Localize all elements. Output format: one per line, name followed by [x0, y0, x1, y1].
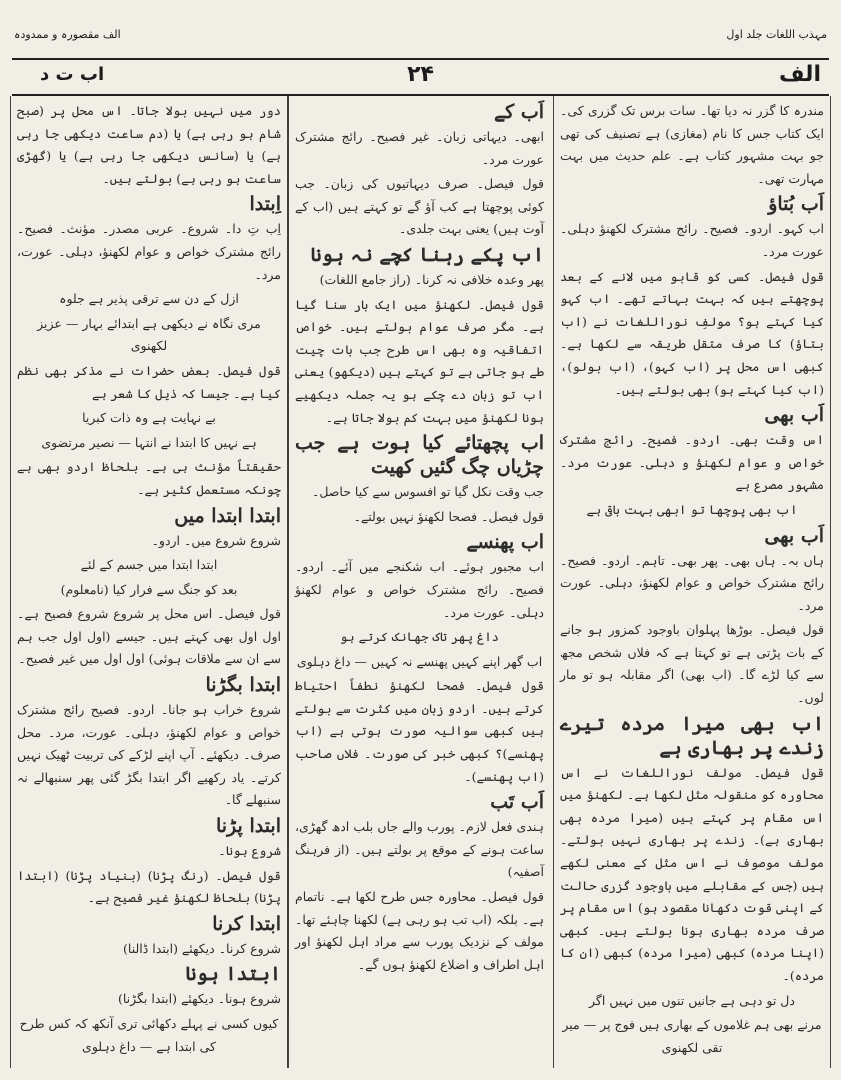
- headword: اب پکے رہنا کچے نہ ہونا: [310, 243, 544, 266]
- entry-text: قول فیصل۔ صرف دیہاتیوں کی زبان۔ جب کوئی پوچھتا ہے کب آؤ گے تو کہتے ہیں (اب کے آوت ہیں) یعنی بہت جلدی۔: [295, 176, 544, 237]
- entry-text: قول فیصل۔ لکھنؤ میں ایک بار سنا گیا ہے۔ مگر صرف عوام بولتے ہیں۔ خواص اتفاقیہ وہ بھی اس طرح جب بات چیت طے ہو جاتی ہے تو کہتے ہیں (دیکھو) یعنی اب تو زبان دے چکے ہو یہ جملہ دیکھیے ہونا لکھنؤ میں بہت کم بولا جاتا ہے۔: [295, 296, 544, 425]
- entry-text: قول فیصل۔ محاورہ جس طرح لکھا ہے۔ ناتمام ہے۔ بلکہ (اب تب ہو رہی ہے) لکھنا چاہئے تھا۔ مولف کے نزدیک پورب سے مراد اہل لکھنؤ اور اہل اطراف و اضلاع لکھنؤ ہوں گے۔: [295, 889, 544, 972]
- page-header: [12, 58, 829, 96]
- entry-text: اب کہو۔ اردو۔ فصیح۔ رائج مشترک لکھنؤ دہلی۔ عورت مرد۔: [560, 221, 824, 259]
- headword: اب بھی میرا مردہ تیرے زندے پر بھاری ہے: [560, 712, 824, 759]
- headword: ابتدا پڑنا: [215, 815, 281, 838]
- entry-text: مندرہ کا گزر نہ دیا تھا۔ سات برس تک گزری کی۔ ایک کتاب جس کا نام (مغازی) ہے تصنیف کی تھی جو بہت مشہور کتاب ہے۔ علم حدیث میں بہت مہارت تھی۔: [560, 103, 824, 186]
- column-left: [10, 96, 288, 1068]
- entry-text: شروع شروع میں۔ اردو۔: [151, 532, 281, 548]
- entry-text: اِب تِ دا۔ شروع۔ عربی مصدر۔ مؤنث۔ فصیح۔ رائج مشترک خواص و عوام لکھنؤ، دہلی۔ عورت، مرد۔: [17, 221, 281, 282]
- running-head: [14, 28, 827, 48]
- entry-text: قول فیصل۔ بوڑھا پہلوان باوجود کمزور ہو جانے کے بات پڑتی ہے تو کہتا ہے کہ فلاں شخص مجھ سے کیا لڑے گا۔ (اب بھی) اگر مقابلہ ہو تو مار لوں۔: [560, 622, 824, 706]
- book-title: مہذب اللغات جلد اول: [726, 28, 827, 41]
- entry-text: پھر وعدہ خلافی نہ کرنا۔ (راز جامع اللغات): [319, 271, 544, 287]
- page-number: ۲۴: [407, 62, 434, 87]
- entry-text: قول فیصل۔ (رنگ پڑنا) (بنیاد پڑنا) (ابتدا پڑنا) بلحاظ لکھنؤ غیر فصیح ہے۔: [17, 867, 281, 906]
- entry-text: ہاں بہ۔ ہاں بھی۔ پھر بھی۔ تاہم۔ اردو۔ فصیح۔ رائج مشترک خواص و عوام لکھنؤ، دہلی۔ عورت مرد۔: [560, 552, 824, 613]
- column-right: [553, 96, 831, 1068]
- verse-line: ابتدا ابتدا میں جسم کے لئے: [80, 557, 218, 573]
- verse-line: کیوں کسی نے پہلے دکھائی تری آنکھ کہ کس طرح کی ابتدا ہے — داغ دہلوی: [19, 1016, 279, 1054]
- entry-text: قول فیصل۔ فصحا لکھنؤ نہیں بولتے۔: [353, 508, 544, 524]
- verse-line: مری نگاہ نے دیکھی ہے ابتدائے بہار — عزیز لکھنوی: [37, 315, 261, 354]
- headword: اب پھنسے: [466, 531, 544, 554]
- letter-guide-left: اب ت د: [40, 64, 105, 85]
- headword: ابتدا ہونا: [185, 963, 281, 986]
- verse-line: دل تو دہی ہے جانیں تنوں میں نہیں اگر: [589, 992, 795, 1008]
- headword: اَب بھی: [764, 404, 824, 427]
- headword: ابتدا کرنا: [212, 912, 281, 935]
- verse-line: داغ پھر تاک جھانک کرتے ہو: [339, 629, 500, 645]
- headword: اَب تَب: [490, 791, 544, 814]
- entry-text: دور میں نہیں بولا جاتا۔ اس محل پر (صبح شام ہو رہی ہے) یا (دم ساعت دیکھی جا رہی ہے) یا (سانس دیکھی جا رہی ہے) یا (گھڑی ساعت ہو رہی ہے) بولتے ہیں۔: [17, 103, 281, 186]
- entry-text: شروع کرنا۔ دیکھئے (ابتدا ڈالنا): [123, 940, 281, 956]
- verse-line: بے نہایت ہے وہ ذات کبریا: [82, 410, 216, 426]
- entry-text: ابھی۔ دیہاتی زبان۔ غیر فصیح۔ رائج مشترک عورت مرد۔: [295, 129, 544, 167]
- entry-text: اب مجبور ہوئے۔ اب شکنجے میں آئے۔ اردو۔ فصیح۔ رائج مشترک خواص و عوام لکھنؤ دہلی۔ عورت مرد۔: [295, 559, 544, 620]
- headword: ابتدا بگڑنا: [205, 674, 281, 697]
- entry-text: شروع خراب ہو جانا۔ اردو۔ فصیح رائج مشترک خواص و عوام لکھنؤ، دہلی۔ عورت، مرد۔ محل صرف۔ دیکھئے۔ آپ اپنے لڑکے کی تربیت ٹھیک نہیں کرتے۔ یاد رکھیے اگر ابتدا بگڑ گئی پھر سنبھالے نہ سنبھلے گا۔: [17, 702, 281, 808]
- entry-text: شروع ہونا۔ دیکھئے (ابتدا بگڑنا): [117, 991, 281, 1007]
- verse-line: اب بھی پوچھا تو ابھی بہت باقی ہے: [586, 501, 798, 517]
- verse-line: ازل کے دن سے ترقی پذیر ہے جلوہ: [59, 291, 239, 307]
- verse-line: ہے نہیں کا ابتدا نے انتہا — نصیر مرتضوی: [41, 434, 257, 450]
- verse-line: بعد کو جنگ سے فرار کیا (نامعلوم): [60, 581, 238, 597]
- entry-text: ہندی فعل لازم۔ پورب والے جاں بلب ادھ گھڑی، ساعت ہونے کے موقع پر بولتے ہیں۔ (از فرہنگ آصفیہ): [295, 819, 544, 880]
- headword: اِبتدا: [249, 193, 281, 216]
- entry-text: قول فیصل۔ کسی کو قابو میں لانے کے بعد پوچھتے ہیں کہ بہت بہاتے تھے۔ اب کہو کیا کہتے ہو؟ مولفِ نوراللغات نے (اب بتاؤ) کا صرف متقل طریقہ سے لکھا ہے۔ کبھی اس محل پر (اب کہو)، (اب بولو)، (اب کیا کہتے ہو) بھی بولتے ہیں۔: [560, 268, 824, 397]
- headword: اَب بُتاؤ: [768, 193, 824, 216]
- headword: اَب بھی: [764, 524, 824, 547]
- entry-text: قول فیصل۔ بعض حضرات نے مذکر بھی نظم کیا ہے۔ جیسا کہ ذیل کا شعر ہے: [17, 362, 281, 401]
- section-title: الف مقصورہ و ممدودہ: [14, 28, 121, 41]
- entry-text: جب وقت نکل گیا تو افسوس سے کیا حاصل۔: [312, 484, 544, 500]
- letter-guide-right: الف: [778, 62, 821, 87]
- entry-text: قول فیصل۔ مولف نوراللغات نے اس محاورہ کو منقولہ مثل لکھا ہے۔ لکھنؤ میں اس مقام پر کہتے ہیں (میرا مردہ بھی بھاری ہے)۔ زندے پر بھاری نہیں بولتے۔ مولف موصوف نے اس مثل کے معنی لکھے ہیں (جس کے مقابلے میں باوجود گزری حالت کے اپنی قوت دکھانا مقصود ہو) اس مقام پر صرف مردہ بھاری ہونا بولتے ہیں۔ کبھی (اپنا مردہ) کبھی (میرا مردہ) کبھی (ان کا مردہ)۔: [560, 764, 824, 983]
- entry-text: اس وقت بھی۔ اردو۔ فصیح۔ رائج مشترک خواص و عوام لکھنؤ و دہلی۔ عورت مرد۔ مشہور مصرع ہے: [560, 432, 824, 493]
- entry-text: قول فیصل۔ فصحا لکھنؤ نطفاً احتیاط کرتے ہیں۔ اردو زبان میں کثرت سے بولتے ہیں کبھی سوالیہ صورت ہوتی ہے (اب پھنسے)؟ کبھی خبر کی صورت۔ فلاں صاحب (اب پھنسے)۔: [295, 678, 544, 784]
- entry-text: حقیقتاً مؤنث ہی ہے۔ بلحاظ اردو بھی ہے چونکہ مستعمل کثیر ہے۔: [17, 459, 281, 497]
- verse-line: مرنے بھی ہم غلاموں کے بھاری ہیں فوج پر — میر تقی لکھنوی: [562, 1017, 822, 1055]
- entry-text: قول فیصل۔ اس محل پر شروع شروع فصیح ہے۔ اول اول بھی کہتے ہیں۔ جیسے (اول اول جب ہم سے ان سے ملاقات ہوئی) اول اول میں غیر فصیح۔: [17, 606, 281, 667]
- headword: اب پچھتائے کیا ہوت ہے جب چڑیاں چگ گئیں کھیت: [295, 432, 544, 479]
- headword: ابتدا ابتدا میں: [174, 504, 281, 527]
- headword: اَب کے: [494, 101, 544, 123]
- entry-text: شروع ہونا۔: [218, 843, 281, 859]
- verse-line: اب گھر اپنے کہیں پھنسے نہ کہیں — داغ دہلوی: [296, 653, 543, 669]
- column-middle: [288, 96, 550, 1068]
